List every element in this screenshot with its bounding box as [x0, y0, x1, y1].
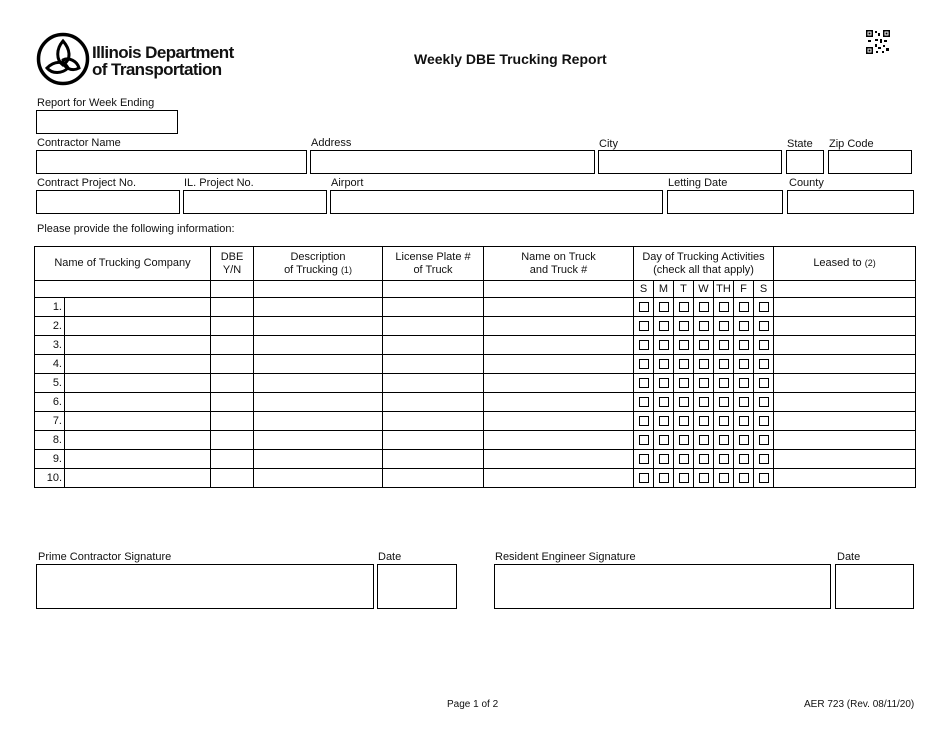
- checkbox-tue[interactable]: [679, 435, 689, 445]
- contract-project-field[interactable]: [36, 190, 180, 214]
- checkbox-wed[interactable]: [699, 454, 709, 464]
- leased-to-cell[interactable]: [774, 431, 916, 450]
- checkbox-sat[interactable]: [759, 340, 769, 350]
- dbe-cell[interactable]: [211, 298, 254, 317]
- license-plate-cell[interactable]: [383, 450, 484, 469]
- leased-to-cell[interactable]: [774, 317, 916, 336]
- checkbox-thu[interactable]: [719, 340, 729, 350]
- day-cell-wed: [694, 431, 714, 450]
- checkbox-mon[interactable]: [659, 454, 669, 464]
- day-cell-sat: [754, 431, 774, 450]
- checkbox-fri[interactable]: [739, 473, 749, 483]
- company-cell[interactable]: [35, 298, 211, 317]
- checkbox-wed[interactable]: [699, 359, 709, 369]
- license-plate-cell[interactable]: [383, 298, 484, 317]
- description-cell[interactable]: [254, 431, 383, 450]
- checkbox-wed[interactable]: [699, 340, 709, 350]
- il-project-field[interactable]: [183, 190, 327, 214]
- dbe-cell[interactable]: [211, 317, 254, 336]
- day-cell-tue: [674, 336, 694, 355]
- checkbox-fri[interactable]: [739, 359, 749, 369]
- table-row: [35, 431, 916, 450]
- checkbox-wed[interactable]: [699, 473, 709, 483]
- checkbox-sat[interactable]: [759, 359, 769, 369]
- row-number: 9.: [35, 450, 65, 468]
- day-cell-thu: [714, 298, 734, 317]
- col-header-leased: Leased to (2): [774, 247, 916, 281]
- prime-date-label: Date: [378, 551, 402, 563]
- license-plate-cell[interactable]: [383, 469, 484, 488]
- dbe-cell[interactable]: [211, 412, 254, 431]
- agency-name-line1: Illinois Department: [92, 43, 234, 62]
- day-cell-sat: [754, 450, 774, 469]
- day-cell-mon: [654, 412, 674, 431]
- checkbox-tue[interactable]: [679, 359, 689, 369]
- page-number: Page 1 of 2: [447, 699, 499, 710]
- day-cell-thu: [714, 431, 734, 450]
- subheader-empty: [211, 281, 254, 298]
- day-cell-sun: [634, 298, 654, 317]
- checkbox-mon[interactable]: [659, 340, 669, 350]
- description-cell[interactable]: [254, 298, 383, 317]
- row-number: 7.: [35, 412, 65, 430]
- checkbox-sun[interactable]: [639, 416, 649, 426]
- resident-signature-label: Resident Engineer Signature: [495, 551, 636, 563]
- day-cell-sat: [754, 393, 774, 412]
- day-cell-tue: [674, 374, 694, 393]
- checkbox-wed[interactable]: [699, 321, 709, 331]
- checkbox-sun[interactable]: [639, 359, 649, 369]
- checkbox-tue[interactable]: [679, 454, 689, 464]
- checkbox-sun[interactable]: [639, 302, 649, 312]
- checkbox-mon[interactable]: [659, 416, 669, 426]
- day-cell-wed: [694, 393, 714, 412]
- county-field[interactable]: [787, 190, 914, 214]
- day-header-thu: TH: [714, 281, 734, 298]
- leased-to-cell[interactable]: [774, 469, 916, 488]
- city-field[interactable]: [598, 150, 782, 174]
- checkbox-mon[interactable]: [659, 473, 669, 483]
- dbe-cell[interactable]: [211, 469, 254, 488]
- day-cell-sat: [754, 412, 774, 431]
- dbe-cell[interactable]: [211, 355, 254, 374]
- day-cell-sun: [634, 355, 654, 374]
- checkbox-sun[interactable]: [639, 378, 649, 388]
- day-header-sat: S: [754, 281, 774, 298]
- row-number: 1.: [35, 298, 65, 316]
- week-ending-label: Report for Week Ending: [37, 97, 155, 109]
- letting-date-field[interactable]: [667, 190, 783, 214]
- day-cell-mon: [654, 469, 674, 488]
- checkbox-thu[interactable]: [719, 416, 729, 426]
- col-header-description: Description of Trucking (1): [254, 247, 383, 281]
- checkbox-wed[interactable]: [699, 378, 709, 388]
- row-number: 8.: [35, 431, 65, 449]
- day-cell-tue: [674, 393, 694, 412]
- checkbox-thu[interactable]: [719, 302, 729, 312]
- day-header-fri: F: [734, 281, 754, 298]
- subheader-empty: [254, 281, 383, 298]
- table-row: [35, 298, 916, 317]
- company-cell[interactable]: [35, 374, 211, 393]
- row-number: 10.: [35, 469, 65, 487]
- day-cell-sat: [754, 355, 774, 374]
- day-cell-mon: [654, 317, 674, 336]
- day-cell-sun: [634, 469, 654, 488]
- checkbox-thu[interactable]: [719, 454, 729, 464]
- company-cell[interactable]: [35, 450, 211, 469]
- leased-to-cell[interactable]: [774, 355, 916, 374]
- leased-to-cell[interactable]: [774, 298, 916, 317]
- day-cell-thu: [714, 336, 734, 355]
- day-cell-thu: [714, 469, 734, 488]
- checkbox-tue[interactable]: [679, 378, 689, 388]
- row-number: 2.: [35, 317, 65, 335]
- day-cell-fri: [734, 298, 754, 317]
- day-cell-thu: [714, 393, 734, 412]
- leased-to-cell[interactable]: [774, 450, 916, 469]
- table-row: [35, 469, 916, 488]
- day-cell-fri: [734, 412, 754, 431]
- table-row: [35, 317, 916, 336]
- col-header-company: Name of Trucking Company: [35, 247, 211, 281]
- col-header-license-plate: License Plate # of Truck: [383, 247, 484, 281]
- checkbox-fri[interactable]: [739, 321, 749, 331]
- checkbox-fri[interactable]: [739, 454, 749, 464]
- day-cell-mon: [654, 450, 674, 469]
- day-cell-mon: [654, 374, 674, 393]
- day-cell-sun: [634, 317, 654, 336]
- contractor-name-label: Contractor Name: [37, 137, 121, 149]
- day-cell-fri: [734, 393, 754, 412]
- checkbox-thu[interactable]: [719, 473, 729, 483]
- truck-name-cell[interactable]: [484, 317, 634, 336]
- truck-name-cell[interactable]: [484, 469, 634, 488]
- day-cell-sat: [754, 317, 774, 336]
- checkbox-fri[interactable]: [739, 435, 749, 445]
- checkbox-sun[interactable]: [639, 435, 649, 445]
- trucking-table: [34, 246, 916, 488]
- checkbox-sun[interactable]: [639, 397, 649, 407]
- day-cell-thu: [714, 355, 734, 374]
- dbe-cell[interactable]: [211, 393, 254, 412]
- checkbox-sun[interactable]: [639, 340, 649, 350]
- checkbox-mon[interactable]: [659, 397, 669, 407]
- day-cell-sun: [634, 450, 654, 469]
- day-cell-sun: [634, 393, 654, 412]
- row-number: 5.: [35, 374, 65, 392]
- day-cell-wed: [694, 298, 714, 317]
- day-cell-tue: [674, 469, 694, 488]
- truck-name-cell[interactable]: [484, 336, 634, 355]
- checkbox-mon[interactable]: [659, 302, 669, 312]
- checkbox-sat[interactable]: [759, 321, 769, 331]
- day-cell-tue: [674, 450, 694, 469]
- checkbox-sun[interactable]: [639, 454, 649, 464]
- day-cell-fri: [734, 336, 754, 355]
- agency-name-line2: of Transportation: [92, 60, 222, 79]
- license-plate-cell[interactable]: [383, 412, 484, 431]
- day-cell-sun: [634, 431, 654, 450]
- prime-signature-field[interactable]: [36, 564, 374, 609]
- dbe-cell[interactable]: [211, 431, 254, 450]
- col-header-days: Day of Trucking Activities (check all that apply): [634, 247, 774, 281]
- day-cell-mon: [654, 298, 674, 317]
- checkbox-thu[interactable]: [719, 321, 729, 331]
- row-number: 4.: [35, 355, 65, 373]
- company-cell[interactable]: [35, 317, 211, 336]
- qr-code-icon: [866, 30, 890, 54]
- checkbox-fri[interactable]: [739, 302, 749, 312]
- table-row: [35, 450, 916, 469]
- resident-date-field[interactable]: [835, 564, 914, 609]
- day-cell-fri: [734, 317, 754, 336]
- checkbox-fri[interactable]: [739, 397, 749, 407]
- resident-date-label: Date: [837, 551, 861, 563]
- checkbox-sat[interactable]: [759, 302, 769, 312]
- checkbox-sat[interactable]: [759, 378, 769, 388]
- day-cell-tue: [674, 298, 694, 317]
- il-project-label: IL. Project No.: [184, 177, 254, 189]
- day-cell-mon: [654, 355, 674, 374]
- truck-name-cell[interactable]: [484, 374, 634, 393]
- leased-to-cell[interactable]: [774, 374, 916, 393]
- day-cell-mon: [654, 431, 674, 450]
- contractor-name-field[interactable]: [36, 150, 307, 174]
- checkbox-tue[interactable]: [679, 340, 689, 350]
- checkbox-tue[interactable]: [679, 473, 689, 483]
- address-label: Address: [311, 137, 352, 149]
- day-cell-wed: [694, 336, 714, 355]
- subheader-empty: [35, 281, 211, 298]
- idot-logo: [36, 32, 90, 86]
- checkbox-thu[interactable]: [719, 359, 729, 369]
- description-cell[interactable]: [254, 412, 383, 431]
- address-field[interactable]: [310, 150, 595, 174]
- day-header-tue: T: [674, 281, 694, 298]
- description-cell[interactable]: [254, 393, 383, 412]
- day-header-mon: M: [654, 281, 674, 298]
- description-cell[interactable]: [254, 450, 383, 469]
- checkbox-sat[interactable]: [759, 454, 769, 464]
- checkbox-thu[interactable]: [719, 435, 729, 445]
- week-ending-field[interactable]: [36, 110, 178, 134]
- license-plate-cell[interactable]: [383, 355, 484, 374]
- truck-name-cell[interactable]: [484, 298, 634, 317]
- day-cell-tue: [674, 355, 694, 374]
- license-plate-cell[interactable]: [383, 393, 484, 412]
- truck-name-cell[interactable]: [484, 412, 634, 431]
- checkbox-thu[interactable]: [719, 397, 729, 407]
- subheader-empty: [484, 281, 634, 298]
- checkbox-tue[interactable]: [679, 302, 689, 312]
- company-cell[interactable]: [35, 355, 211, 374]
- company-cell[interactable]: [35, 469, 211, 488]
- description-cell[interactable]: [254, 336, 383, 355]
- day-cell-sat: [754, 336, 774, 355]
- zip-field[interactable]: [828, 150, 912, 174]
- day-cell-fri: [734, 355, 754, 374]
- table-row: [35, 336, 916, 355]
- day-cell-wed: [694, 317, 714, 336]
- day-cell-fri: [734, 450, 754, 469]
- license-plate-cell[interactable]: [383, 317, 484, 336]
- subheader-empty: [383, 281, 484, 298]
- letting-date-label: Letting Date: [668, 177, 728, 189]
- city-label: City: [599, 138, 618, 150]
- checkbox-fri[interactable]: [739, 378, 749, 388]
- checkbox-fri[interactable]: [739, 340, 749, 350]
- instructions-text: Please provide the following information:: [37, 223, 235, 235]
- company-cell[interactable]: [35, 412, 211, 431]
- checkbox-sat[interactable]: [759, 473, 769, 483]
- checkbox-wed[interactable]: [699, 397, 709, 407]
- checkbox-tue[interactable]: [679, 416, 689, 426]
- county-label: County: [789, 177, 824, 189]
- table-row: [35, 374, 916, 393]
- state-label: State: [787, 138, 813, 150]
- license-plate-cell[interactable]: [383, 431, 484, 450]
- page-title: Weekly DBE Trucking Report: [414, 51, 607, 67]
- dbe-cell[interactable]: [211, 336, 254, 355]
- form-id: AER 723 (Rev. 08/11/20): [804, 699, 915, 710]
- checkbox-sun[interactable]: [639, 473, 649, 483]
- checkbox-fri[interactable]: [739, 416, 749, 426]
- day-cell-thu: [714, 450, 734, 469]
- day-cell-thu: [714, 317, 734, 336]
- day-cell-sat: [754, 469, 774, 488]
- day-cell-tue: [674, 412, 694, 431]
- truck-name-cell[interactable]: [484, 355, 634, 374]
- zip-label: Zip Code: [829, 138, 874, 150]
- checkbox-mon[interactable]: [659, 359, 669, 369]
- license-plate-cell[interactable]: [383, 336, 484, 355]
- dbe-cell[interactable]: [211, 450, 254, 469]
- day-cell-mon: [654, 393, 674, 412]
- contract-project-label: Contract Project No.: [37, 177, 137, 189]
- truck-name-cell[interactable]: [484, 431, 634, 450]
- leased-to-cell[interactable]: [774, 412, 916, 431]
- day-header-wed: W: [694, 281, 714, 298]
- checkbox-mon[interactable]: [659, 435, 669, 445]
- checkbox-wed[interactable]: [699, 416, 709, 426]
- row-number: 3.: [35, 336, 65, 354]
- table-row: [35, 355, 916, 374]
- day-cell-thu: [714, 412, 734, 431]
- license-plate-cell[interactable]: [383, 374, 484, 393]
- subheader-empty: [774, 281, 916, 298]
- col-header-dbe: DBE Y/N: [211, 247, 254, 281]
- agency-name: [92, 44, 234, 78]
- company-cell[interactable]: [35, 393, 211, 412]
- checkbox-mon[interactable]: [659, 378, 669, 388]
- day-header-sun: S: [634, 281, 654, 298]
- checkbox-mon[interactable]: [659, 321, 669, 331]
- resident-signature-field[interactable]: [494, 564, 831, 609]
- checkbox-thu[interactable]: [719, 378, 729, 388]
- day-cell-sun: [634, 374, 654, 393]
- table-row: [35, 412, 916, 431]
- day-cell-mon: [654, 336, 674, 355]
- day-cell-wed: [694, 374, 714, 393]
- prime-signature-label: Prime Contractor Signature: [38, 551, 172, 563]
- col-header-truck-name: Name on Truck and Truck #: [484, 247, 634, 281]
- state-field[interactable]: [786, 150, 824, 174]
- day-cell-sat: [754, 374, 774, 393]
- day-cell-sat: [754, 298, 774, 317]
- leased-to-cell[interactable]: [774, 393, 916, 412]
- day-cell-fri: [734, 374, 754, 393]
- description-cell[interactable]: [254, 374, 383, 393]
- airport-label: Airport: [331, 177, 364, 189]
- day-cell-thu: [714, 374, 734, 393]
- day-cell-wed: [694, 469, 714, 488]
- checkbox-wed[interactable]: [699, 302, 709, 312]
- day-cell-wed: [694, 355, 714, 374]
- day-cell-fri: [734, 431, 754, 450]
- day-cell-tue: [674, 317, 694, 336]
- checkbox-tue[interactable]: [679, 397, 689, 407]
- checkbox-tue[interactable]: [679, 321, 689, 331]
- truck-name-cell[interactable]: [484, 393, 634, 412]
- truck-name-cell[interactable]: [484, 450, 634, 469]
- day-cell-tue: [674, 431, 694, 450]
- leased-to-cell[interactable]: [774, 336, 916, 355]
- table-row: [35, 393, 916, 412]
- airport-field[interactable]: [330, 190, 663, 214]
- description-cell[interactable]: [254, 355, 383, 374]
- checkbox-wed[interactable]: [699, 435, 709, 445]
- checkbox-sun[interactable]: [639, 321, 649, 331]
- company-cell[interactable]: [35, 336, 211, 355]
- company-cell[interactable]: [35, 431, 211, 450]
- description-cell[interactable]: [254, 469, 383, 488]
- day-cell-wed: [694, 450, 714, 469]
- dbe-cell[interactable]: [211, 374, 254, 393]
- prime-date-field[interactable]: [377, 564, 457, 609]
- checkbox-sat[interactable]: [759, 435, 769, 445]
- day-cell-sun: [634, 336, 654, 355]
- checkbox-sat[interactable]: [759, 416, 769, 426]
- day-cell-sun: [634, 412, 654, 431]
- checkbox-sat[interactable]: [759, 397, 769, 407]
- day-cell-fri: [734, 469, 754, 488]
- row-number: 6.: [35, 393, 65, 411]
- description-cell[interactable]: [254, 317, 383, 336]
- day-cell-wed: [694, 412, 714, 431]
